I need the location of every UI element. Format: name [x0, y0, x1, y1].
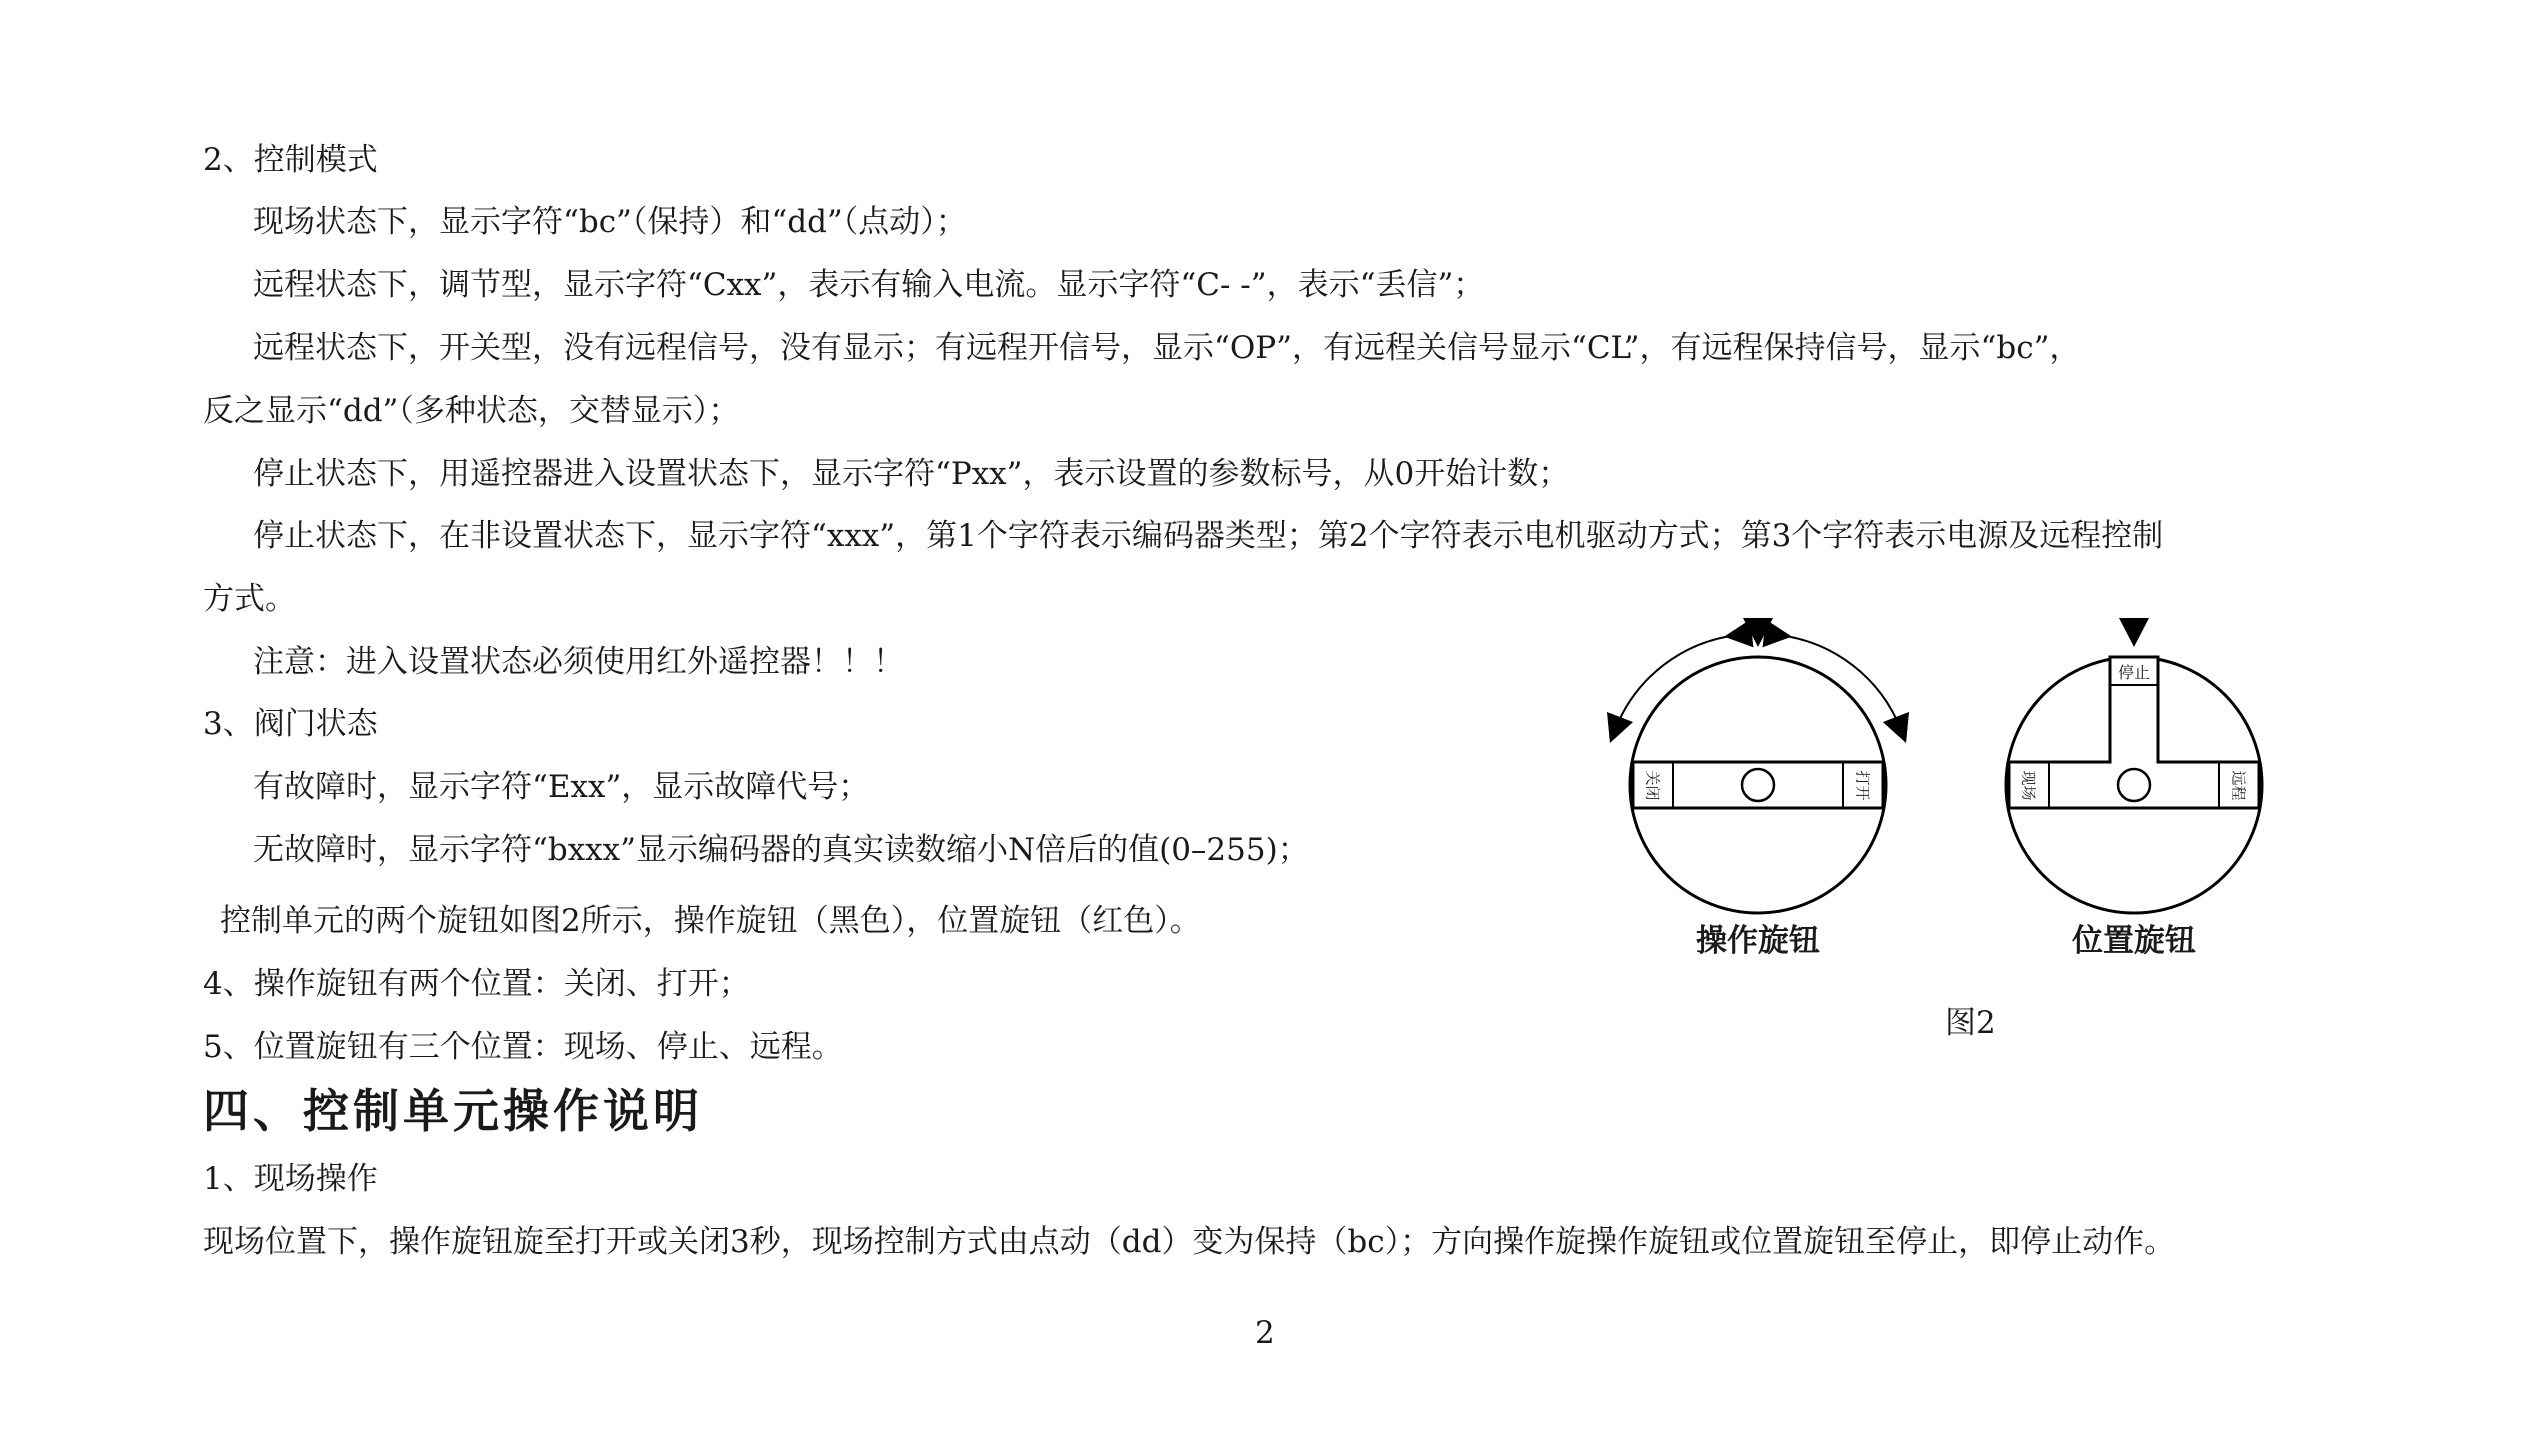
paragraph-stop-nonsetting-cont: 方式。 [203, 581, 296, 617]
caption-position-knob: 位置旋钮 [2072, 923, 2196, 959]
subsection-local-operation: 1、现场操作 [203, 1161, 378, 1197]
pointer-triangle-icon [2119, 618, 2149, 647]
paragraph-no-fault: 无故障时，显示字符“bxxx”显示编码器的真实读数缩小N倍后的值(0–255)； [253, 832, 1309, 868]
section-2-title: 2、控制模式 [203, 142, 378, 178]
label-remote: 远程 [2229, 769, 2248, 801]
figure-caption: 图2 [1945, 1005, 1996, 1041]
section-3-title: 3、阀门状态 [203, 706, 378, 742]
label-open: 打开 [1853, 769, 1872, 801]
item-4-operation-knob: 4、操作旋钮有两个位置：关闭、打开； [203, 966, 750, 1002]
knob-diagram [1590, 605, 2290, 1055]
paragraph-stop-setting: 停止状态下，用遥控器进入设置状态下，显示字符“Pxx”，表示设置的参数标号，从0开始计数； [253, 456, 1570, 492]
chapter-4-heading: 四、控制单元操作说明 [203, 1084, 703, 1138]
paragraph-stop-nonsetting: 停止状态下，在非设置状态下，显示字符“xxx”，第1个字符表示编码器类型；第2个字符表示电机驱动方式；第3个字符表示电源及远程控制 [253, 518, 2164, 554]
paragraph-local-state: 现场状态下，显示字符“bc”（保持）和“dd”（点动）； [253, 204, 967, 240]
label-stop: 停止 [2117, 662, 2150, 682]
paragraph-remote-switch-cont: 反之显示“dd”（多种状态，交替显示）； [203, 393, 740, 429]
paragraph-remote-regulating: 远程状态下，调节型，显示字符“Cxx”，表示有输入电流。显示字符“C- -”，表示“丢信”； [253, 267, 1485, 303]
item-5-position-knob: 5、位置旋钮有三个位置：现场、停止、远程。 [203, 1029, 843, 1065]
knob-center-hole [2118, 769, 2150, 801]
paragraph-remote-switch: 远程状态下，开关型，没有远程信号，没有显示；有远程开信号，显示“OP”，有远程关信号显示“CL”，有远程保持信号，显示“bc”， [253, 330, 2081, 366]
caption-operation-knob: 操作旋钮 [1696, 923, 1820, 959]
pointer-triangle-icon [1743, 618, 1773, 647]
note-remote-required: 注意：进入设置状态必须使用红外遥控器！！！ [253, 644, 904, 680]
paragraph-local-operation: 现场位置下，操作旋钮旋至打开或关闭3秒，现场控制方式由点动（dd）变为保持（bc）；方向操作旋操作旋钮或位置旋钮至停止，即停止动作。 [203, 1224, 2176, 1260]
figure-2 [1590, 605, 2290, 1055]
knob-center-hole [1742, 769, 1774, 801]
paragraph-knob-intro: 控制单元的两个旋钮如图2所示，操作旋钮（黑色），位置旋钮（红色）。 [220, 903, 1201, 939]
label-close: 关闭 [1643, 769, 1662, 801]
paragraph-fault: 有故障时，显示字符“Exx”，显示故障代号； [253, 769, 870, 805]
label-local: 现场 [2019, 769, 2038, 801]
page-number: 2 [1255, 1315, 1275, 1351]
